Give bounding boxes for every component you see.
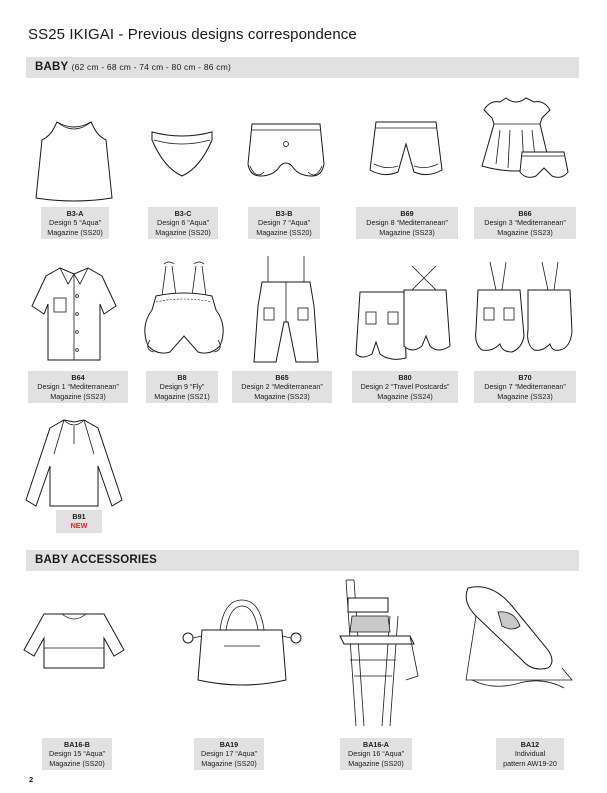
item-line2: Magazine (SS20) [256,227,312,237]
item-code: B70 [518,373,532,382]
item-line1: Design 16 “Aqua” [348,749,404,759]
romper-icon [132,256,236,368]
item-label [146,371,218,403]
garment-item[interactable] [234,110,338,210]
accessory-item[interactable] [14,588,118,688]
overalls-icon [234,252,338,368]
section-title [35,61,231,73]
shorts-icon [354,110,458,210]
item-line1: Design 6 “Aqua” [157,218,209,228]
garment-item[interactable] [132,256,236,368]
item-code: B8 [177,373,187,382]
sleeved-bib-icon [14,588,134,688]
item-line2: Magazine (SS20) [47,227,103,237]
item-line2: Magazine (SS20) [348,758,404,768]
dress-set-icon [472,88,576,208]
item-line2: Magazine (SS23) [497,227,553,237]
item-code: B64 [71,373,85,382]
garment-item[interactable] [234,252,338,368]
shirt-icon [22,262,126,372]
item-code: B3-C [174,209,192,218]
item-code: B65 [275,373,289,382]
item-line1: Design 7 “Aqua” [258,218,310,228]
page-number: 2 [29,775,34,784]
diaper-bag-icon [176,596,306,696]
item-label [340,738,412,770]
item-line2: Magazine (SS23) [379,227,435,237]
item-label [42,738,112,770]
item-line2: Magazine (SS21) [154,391,210,401]
item-code: BA19 [219,740,239,749]
item-line1: Design 17 “Aqua” [201,749,257,759]
item-code: BA12 [520,740,540,749]
item-line2: Magazine (SS24) [377,391,433,401]
bandana-bib-icon [130,110,234,210]
garment-item[interactable] [22,262,126,372]
item-line2: pattern AW19-20 [503,758,557,768]
item-line1: Design 8 “Mediterranean” [366,218,448,228]
item-line2: Magazine (SS23) [50,391,106,401]
baby-bouncer-icon [452,576,582,706]
item-line1: Design 1 “Mediterranean” [37,382,119,392]
section-sizes: (62 cm - 68 cm - 74 cm - 80 cm - 86 cm) [71,62,232,72]
bubble-shortall-icon [472,256,576,368]
item-label [194,738,264,770]
section-title: BABY ACCESSORIES [35,554,158,566]
item-label [148,207,218,239]
item-label [56,510,102,533]
garment-item[interactable] [472,88,576,208]
accessory-item[interactable] [176,596,280,696]
item-label [356,207,458,239]
sleeveless-top-icon [22,110,126,210]
garment-item[interactable] [14,414,118,510]
item-code: B80 [398,373,412,382]
page-title: SS25 IKIGAI - Previous designs correspondence [28,26,357,43]
garment-item[interactable] [354,110,458,210]
item-line2: Magazine (SS23) [254,391,310,401]
raglan-sweater-icon [14,414,134,510]
item-line1: Design 15 “Aqua” [49,749,105,759]
item-line2: Magazine (SS23) [497,391,553,401]
item-label [41,207,109,239]
item-label [474,207,576,239]
item-line2: Magazine (SS20) [201,758,257,768]
item-line2: Magazine (SS20) [49,758,105,768]
item-line1: Design 2 “Travel Postcards” [360,382,450,392]
new-badge: NEW [70,521,88,531]
garment-item[interactable] [472,256,576,368]
item-code: B69 [400,209,414,218]
item-line1: Design 5 “Aqua” [49,218,101,228]
item-code: BA16-B [64,740,90,749]
item-label [352,371,458,403]
section-header-baby [26,57,579,78]
section-title-text: BABY [35,61,69,73]
shortall-icon [352,262,458,368]
item-line1: Design 7 “Mediterranean” [484,382,566,392]
accessory-item[interactable] [452,576,556,706]
item-line2: Magazine (SS20) [155,227,211,237]
item-code: B66 [518,209,532,218]
section-header-accessories [26,550,579,571]
item-label [248,207,320,239]
item-code: B3-A [66,209,84,218]
high-chair-icon [326,576,430,736]
bloomers-icon [234,110,338,210]
item-code: BA16-A [363,740,389,749]
item-line1: Design 2 “Mediterranean” [241,382,323,392]
garment-item[interactable] [22,110,126,210]
item-code: B3-B [275,209,293,218]
item-label [474,371,576,403]
garment-item[interactable] [130,110,234,210]
item-code: B91 [72,512,86,521]
accessory-item[interactable] [326,576,430,736]
garment-item[interactable] [352,262,456,368]
item-label [496,738,564,770]
item-line1: Design 9 “Fly” [159,382,205,392]
item-line1: Individual [514,749,546,759]
item-label [232,371,332,403]
item-label [28,371,128,403]
item-line1: Design 3 “Mediterranean” [484,218,566,228]
